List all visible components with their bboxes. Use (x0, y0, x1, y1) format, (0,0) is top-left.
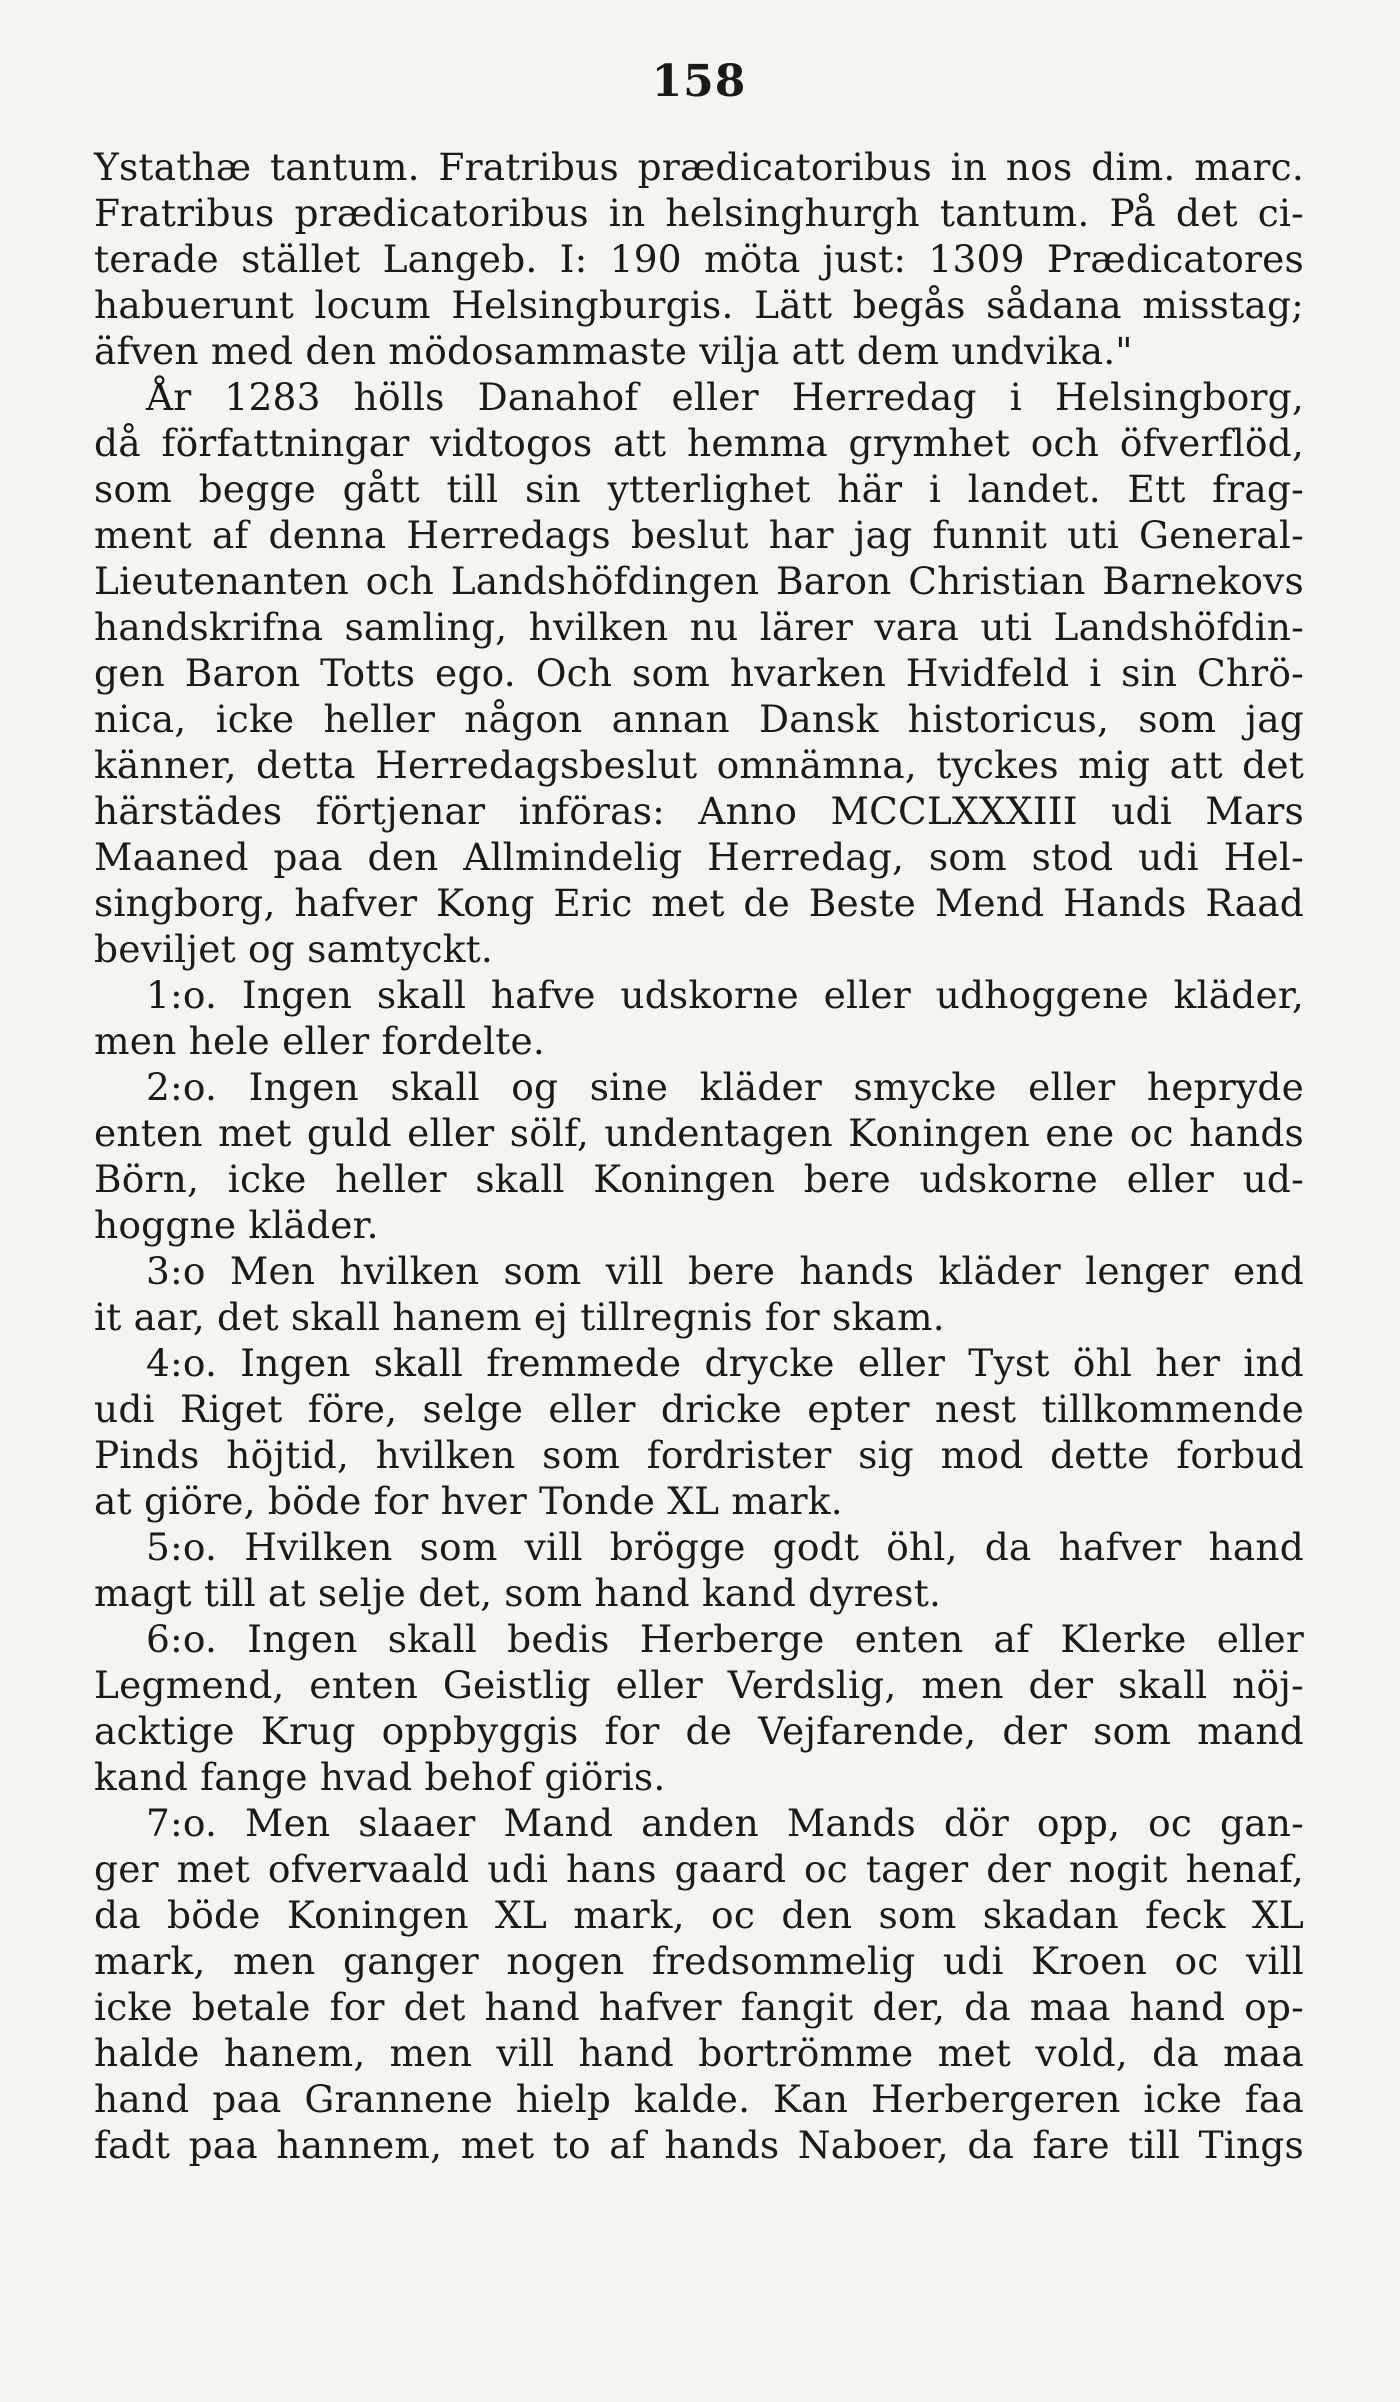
text-line: gen Baron Totts ego. Och som hvarken Hvidfeld i sin Chrö- (94, 651, 1304, 695)
text-line: habuerunt locum Helsingburgis. Lätt begås sådana misstag; (94, 283, 1304, 327)
text-line: men hele eller fordelte. (94, 1019, 546, 1063)
book-page (94, 56, 1304, 2168)
text-line: Ystathæ tantum. Fratribus prædicatoribus in nos dim. marc. (94, 145, 1304, 189)
text-line: da böde Koningen XL mark, oc den som skadan feck XL (94, 1893, 1304, 1937)
text-line: hoggne kläder. (94, 1203, 379, 1247)
body-text (94, 144, 1304, 2168)
text-line: som begge gått till sin ytterlighet här i landet. Ett frag- (94, 467, 1304, 511)
text-line: handskrifna samling, hvilken nu lärer vara uti Landshöfdin- (94, 605, 1304, 649)
text-line: acktige Krug oppbyggis for de Vejfarende, der som mand (94, 1709, 1304, 1753)
text-line: icke betale for det hand hafver fangit der, da maa hand op- (94, 1985, 1304, 2029)
text-line: 7:o. Men slaaer Mand anden Mands dör opp, oc gan- (146, 1801, 1304, 1845)
text-line: mark, men ganger nogen fredsommelig udi Kroen oc vill (94, 1939, 1304, 1983)
text-line: kand fange hvad behof giöris. (94, 1755, 666, 1799)
text-line: terade stället Langeb. I: 190 möta just: 1309 Prædicatores (94, 237, 1304, 281)
page-number: 158 (651, 56, 747, 107)
text-line: 3:o Men hvilken som vill bere hands kläder lenger end (146, 1249, 1304, 1293)
text-line: ment af denna Herredags beslut har jag funnit uti General- (94, 513, 1304, 557)
text-line: 6:o. Ingen skall bedis Herberge enten af Klerke eller (146, 1617, 1304, 1661)
text-line: udi Riget före, selge eller dricke epter nest tillkommende (94, 1387, 1304, 1431)
text-line: 2:o. Ingen skall og sine kläder smycke eller hepryde (146, 1065, 1304, 1109)
text-line: Maaned paa den Allmindelig Herredag, som stod udi Hel- (94, 835, 1304, 879)
text-line: Legmend, enten Geistlig eller Verdslig, men der skall nöj- (94, 1663, 1304, 1707)
text-line: enten met guld eller sölf, undentagen Koningen ene oc hands (94, 1111, 1304, 1155)
text-line: at giöre, böde for hver Tonde XL mark. (94, 1479, 843, 1523)
text-line: År 1283 hölls Danahof eller Herredag i Helsingborg, (146, 375, 1304, 419)
text-line: halde hanem, men vill hand bortrömme met vold, da maa (94, 2031, 1304, 2075)
text-line: Börn, icke heller skall Koningen bere udskorne eller ud- (94, 1157, 1304, 1201)
text-line: ger met ofvervaald udi hans gaard oc tager der nogit henaf, (94, 1847, 1304, 1891)
text-line: Lieutenanten och Landshöfdingen Baron Christian Barnekovs (94, 559, 1304, 603)
text-line: nica, icke heller någon annan Dansk historicus, som jag (94, 697, 1304, 741)
text-line: beviljet og samtyckt. (94, 927, 494, 971)
text-line: singborg, hafver Kong Eric met de Beste Mend Hands Raad (94, 881, 1304, 925)
text-line: då författningar vidtogos att hemma grymhet och öfverflöd, (94, 421, 1304, 465)
text-line: Fratribus prædicatoribus in helsinghurgh tantum. På det ci- (94, 191, 1304, 235)
text-line: 5:o. Hvilken som vill brögge godt öhl, da hafver hand (146, 1525, 1304, 1569)
text-line: it aar, det skall hanem ej tillregnis for skam. (94, 1295, 945, 1339)
text-line: Pinds höjtid, hvilken som fordrister sig mod dette forbud (94, 1433, 1304, 1477)
text-line: hand paa Grannene hielp kalde. Kan Herbergeren icke faa (94, 2077, 1304, 2121)
text-line: 1:o. Ingen skall hafve udskorne eller udhoggene kläder, (146, 973, 1304, 1017)
text-line: äfven med den mödosammaste vilja att dem undvika." (94, 329, 1133, 373)
text-line: härstädes förtjenar införas: Anno MCCLXXXIII udi Mars (94, 789, 1304, 833)
text-line: magt till at selje det, som hand kand dyrest. (94, 1571, 942, 1615)
text-line: känner, detta Herredagsbeslut omnämna, tyckes mig att det (94, 743, 1304, 787)
text-line: fadt paa hannem, met to af hands Naboer, da fare till Tings (94, 2123, 1304, 2167)
text-line: 4:o. Ingen skall fremmede drycke eller Tyst öhl her ind (146, 1341, 1304, 1385)
